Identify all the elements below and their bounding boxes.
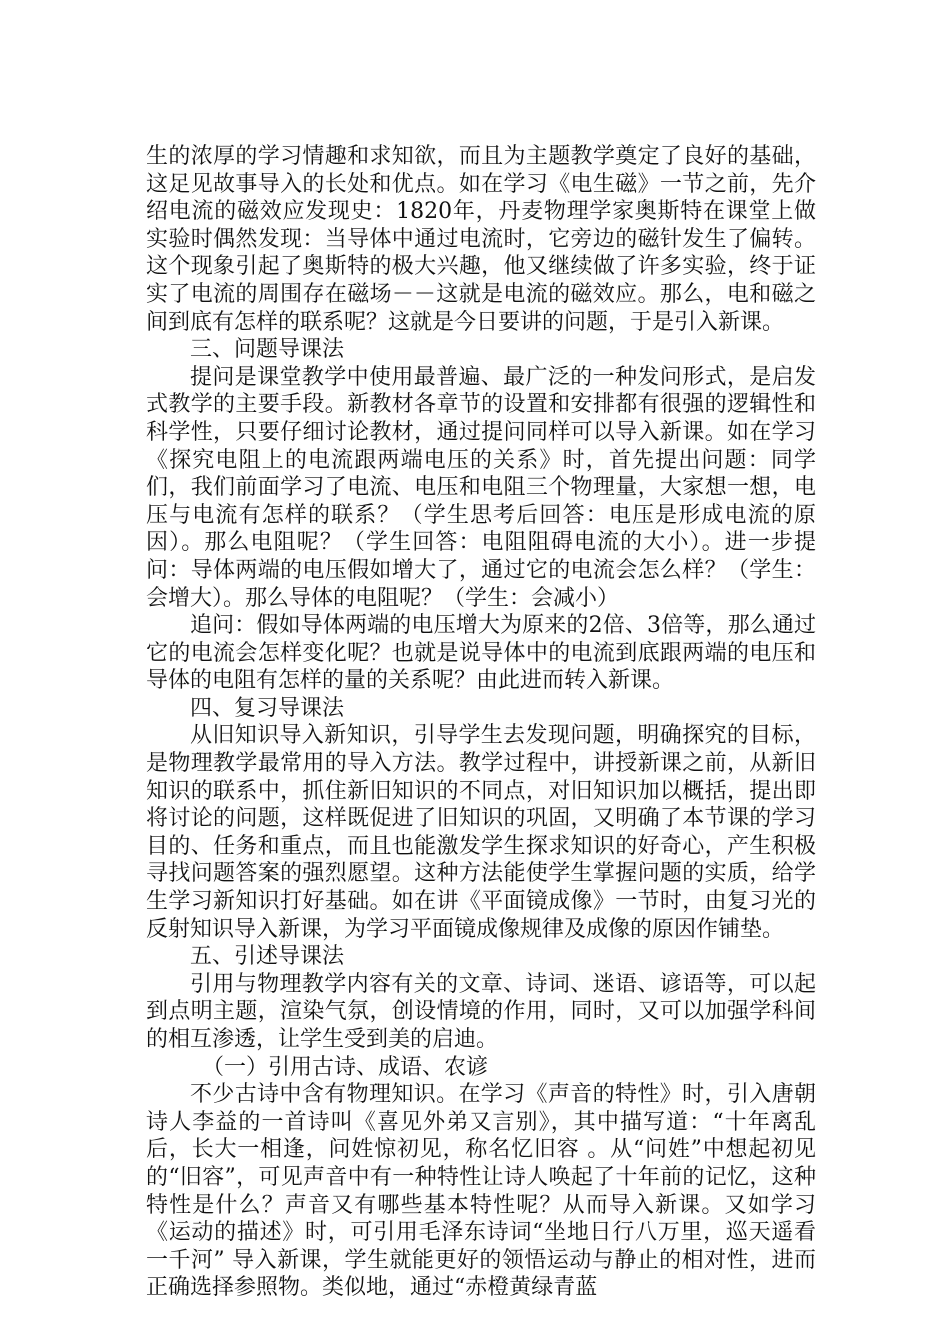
paragraph-poems-idioms: 不少古诗中含有物理知识。在学习《声音的特性》时，引入唐朝诗人李益的一首诗叫《喜见外弟又言别》，其中描写道：“十年离乱后，长大一相逢，问姓惊初见，称名忆旧容 。从“问姓”中想起初见的“旧容”，可见声音中有一种特性让诗人唤起了十年前的记忆，这种特性是什么？声音又有哪些基本特性呢？从而导入新课。又如学习《运动的描述》时，可引用毛泽东诗词“坐地日行八万里，巡天遥看一千河” 导入新课，学生就能更好的领悟运动与静止的相对性，进而正确选择参照物。类似地，通过“赤橙黄绿青蓝	[146, 1082, 816, 1301]
subsection-heading-poems-idioms: （一）引用古诗、成语、农谚	[202, 1054, 489, 1080]
paragraph-quotation-method: 引用与物理教学内容有关的文章、诗词、迷语、谚语等，可以起到点明主题，渲染气氛，创设情境的作用，同时，又可以加强学科间的相互渗透，让学生受到美的启迪。	[146, 971, 816, 1052]
section-heading-review-method: 四、复习导课法	[190, 695, 345, 721]
paragraph-story-intro-continued: 生的浓厚的学习情趣和求知欲，而且为主题教学奠定了良好的基础，这足见故事导入的长处和优点。如在学习《电生磁》一节之前，先介绍电流的磁效应发现史：1820年，丹麦物理学家奥斯特在课堂上做实验时偶然发现：当导体中通过电流时，它旁边的磁针发生了偏转。这个现象引起了奥斯特的极大兴趣，他又继续做了许多实验，终于证实了电流的周围存在磁场－－这就是电流的磁效应。那么，电和磁之间到底有怎样的联系呢？这就是今日要讲的问题，于是引入新课。	[146, 144, 816, 335]
section-heading-question-method: 三、问题导课法	[190, 337, 345, 363]
document-body	[146, 143, 816, 1302]
section-heading-quotation-method: 五、引述导课法	[190, 944, 345, 970]
paragraph-follow-up-question: 追问：假如导体两端的电压增大为原来的2倍、3倍等，那么通过它的电流会怎样变化呢？也就是说导体中的电流到底跟两端的电压和导体的电阻有怎样的量的关系呢？由此进而转入新课。	[146, 613, 816, 694]
paragraph-review-method: 从旧知识导入新知识，引导学生去发现问题，明确探究的目标，是物理教学最常用的导入方法。教学过程中，讲授新课之前，从新旧知识的联系中，抓住新旧知识的不同点，对旧知识加以概括，提出即将讨论的问题，这样既促进了旧知识的巩固，又明确了本节课的学习目的、任务和重点，而且也能激发学生探求知识的好奇心，产生积极寻找问题答案的强烈愿望。这种方法能使学生掌握问题的实质，给学生学习新知识打好基础。如在讲《平面镜成像》一节时，由复习光的反射知识导入新课，为学习平面镜成像规律及成像的原因作铺垫。	[146, 723, 816, 942]
paragraph-question-method: 提问是课堂教学中使用最普遍、最广泛的一种发问形式，是启发式教学的主要手段。新教材各章节的设置和安排都有很强的逻辑性和科学性，只要仔细讨论教材，通过提问同样可以导入新课。如在学习《探究电阻上的电流跟两端电压的关系》时，首先提出问题：同学们，我们前面学习了电流、电压和电阻三个物理量，大家想一想，电压与电流有怎样的联系？（学生思考后回答：电压是形成电流的原因）。那么电阻呢？（学生回答：电阻阻碍电流的大小）。进一步提问：导体两端的电压假如增大了，通过它的电流会怎么样？（学生：会增大）。那么导体的电阻呢？（学生：会减小）	[146, 364, 816, 611]
